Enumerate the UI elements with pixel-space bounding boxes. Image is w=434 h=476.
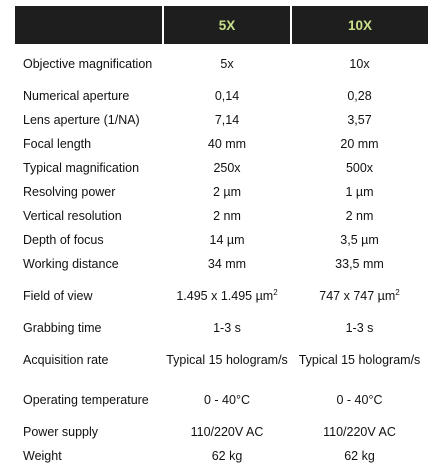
table-row <box>15 276 428 316</box>
table-row <box>15 84 428 108</box>
value-10x: 3,5 µm <box>340 232 379 247</box>
value-5x: 40 mm <box>207 136 247 151</box>
value-10x: 2 nm <box>345 208 374 223</box>
table-row <box>15 180 428 204</box>
header-5x: 5X <box>163 6 291 44</box>
value-10x: 0 - 40°C <box>336 392 383 407</box>
value-10x-cell <box>291 276 428 316</box>
value-5x: 2 nm <box>213 208 241 223</box>
value-5x-cell <box>163 276 291 316</box>
value-10x: 3,57 <box>347 112 372 127</box>
row-label: Field of view <box>23 288 93 303</box>
value-5x: Typical 15 hologram/s <box>166 352 288 367</box>
row-label: Acquisition rate <box>23 352 109 367</box>
value-5x: 0 - 40°C <box>204 392 250 407</box>
row-label: Typical magnification <box>23 160 140 175</box>
superscript-10x: 2 <box>395 287 400 297</box>
table-row <box>15 44 428 84</box>
superscript-5x: 2 <box>273 287 278 297</box>
table-row <box>15 316 428 340</box>
value-5x: 110/220V AC <box>190 424 264 439</box>
header-parameter-cell <box>15 6 163 44</box>
row-label: Numerical aperture <box>23 88 130 103</box>
specifications-table <box>15 6 428 468</box>
row-label: Objective magnification <box>23 56 153 71</box>
header-10x: 10X <box>291 6 428 44</box>
table-row <box>15 132 428 156</box>
value-10x: 1-3 s <box>345 320 374 335</box>
value-5x: 0,14 <box>214 88 240 103</box>
value-5x: 250x <box>213 160 241 175</box>
table-row <box>15 108 428 132</box>
row-label: Focal length <box>23 136 92 151</box>
value-5x: 1-3 s <box>213 320 241 335</box>
row-label: Weight <box>23 448 62 463</box>
value-5x: 2 µm <box>212 184 242 199</box>
table-row <box>15 380 428 420</box>
row-label: Vertical resolution <box>23 208 122 223</box>
table-row <box>15 228 428 252</box>
value-10x: 62 kg <box>344 448 375 463</box>
table-row <box>15 340 428 380</box>
value-10x: 747 x 747 µm <box>319 288 396 303</box>
table-row <box>15 444 428 468</box>
row-label: Working distance <box>23 256 119 271</box>
value-5x: 34 mm <box>207 256 247 271</box>
row-label: Resolving power <box>23 184 116 199</box>
value-5x: 14 µm <box>209 232 245 247</box>
table-row <box>15 156 428 180</box>
row-label: Depth of focus <box>23 232 104 247</box>
value-10x: 20 mm <box>340 136 379 151</box>
value-5x: 1.495 x 1.495 µm <box>176 288 274 303</box>
table-row <box>15 204 428 228</box>
value-5x: 62 kg <box>211 448 243 463</box>
row-label: Lens aperture (1/NA) <box>23 112 140 127</box>
row-label: Operating temperature <box>23 392 149 407</box>
value-5x: 5x <box>220 56 234 71</box>
row-label: Grabbing time <box>23 320 102 335</box>
table-row <box>15 252 428 276</box>
value-10x: 10x <box>349 56 370 71</box>
value-10x: 1 µm <box>345 184 374 199</box>
table-row <box>15 420 428 444</box>
value-10x: Typical 15 hologram/s <box>298 352 421 367</box>
value-10x: 0,28 <box>347 88 372 103</box>
value-5x: 7,14 <box>214 112 240 127</box>
table-header-row <box>15 6 428 44</box>
value-10x: 110/220V AC <box>323 424 396 439</box>
row-label: Power supply <box>23 424 99 439</box>
value-10x: 33,5 mm <box>335 256 384 271</box>
value-10x: 500x <box>345 160 374 175</box>
